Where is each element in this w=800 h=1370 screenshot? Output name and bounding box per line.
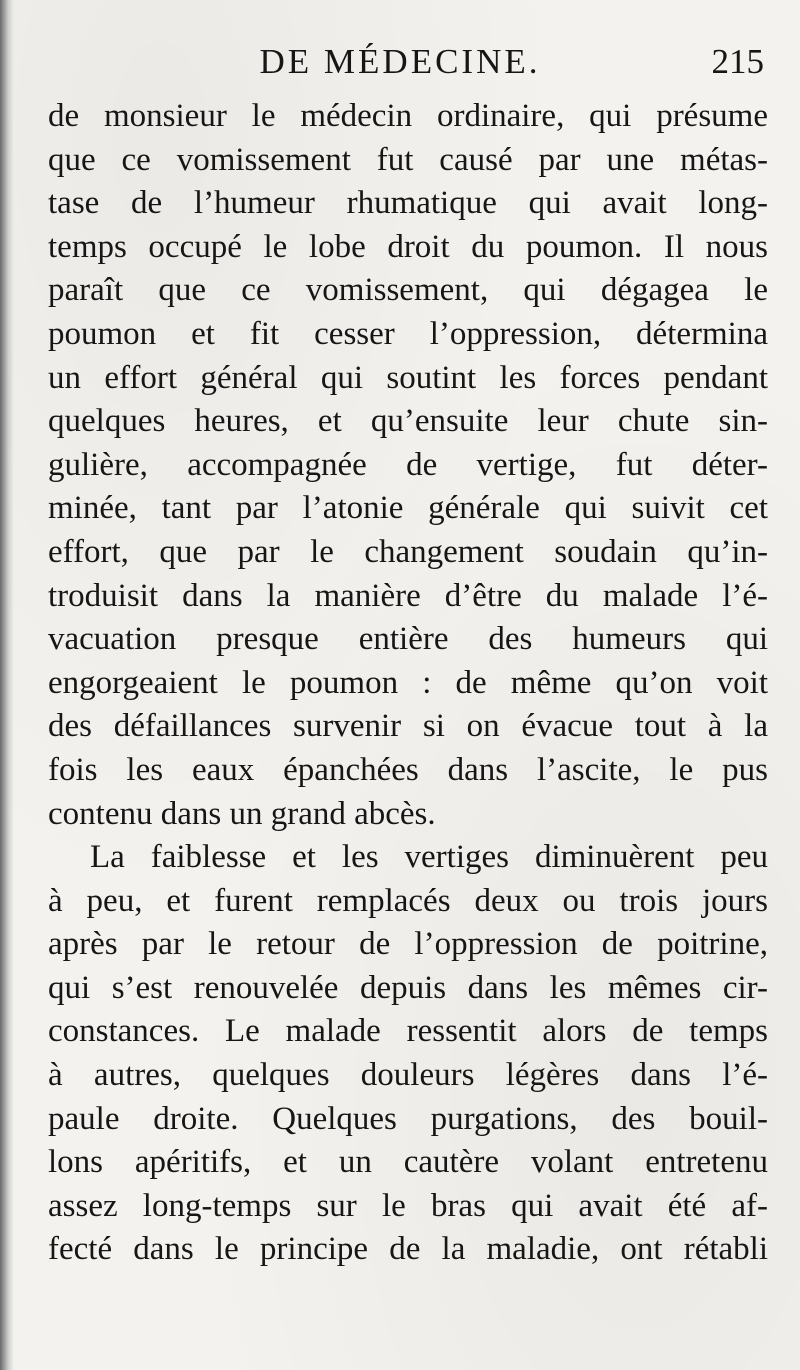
- body-text: [48, 95, 768, 1272]
- page-number: 215: [711, 42, 764, 81]
- text-line: effort, que par le changement soudain qu’in-: [48, 533, 768, 570]
- text-line: de monsieur le médecin ordinaire, qui présume: [48, 98, 768, 134]
- running-head: [0, 38, 800, 98]
- paragraph-end-line: contenu dans un grand abcès.: [48, 795, 436, 832]
- text-line: assez long-temps sur le bras qui avait été af-: [48, 1187, 768, 1224]
- text-line: fecté dans le principe de la maladie, ont rétabli: [48, 1231, 768, 1268]
- text-line: vacuation presque entière des humeurs qui: [48, 621, 768, 658]
- text-line: poumon et fit cesser l’oppression, détermina: [48, 315, 768, 352]
- text-line: paule droite. Quelques purgations, des bouil-: [48, 1100, 768, 1137]
- text-line: tase de l’humeur rhumatique qui avait long-: [48, 185, 768, 222]
- text-line: après par le retour de l’oppression de poitrine,: [48, 926, 768, 963]
- text-line: fois les eaux épanchées dans l’ascite, le pus: [48, 751, 768, 788]
- text-line: des défaillances survenir si on évacue tout à la: [48, 708, 768, 745]
- text-line: minée, tant par l’atonie générale qui suivit cet: [48, 490, 768, 527]
- text-line: à autres, quelques douleurs légères dans l’é-: [48, 1057, 768, 1094]
- text-line: paraît que ce vomissement, qui dégagea le: [48, 272, 768, 309]
- page-gutter-shadow: [0, 0, 14, 1370]
- text-line: à peu, et furent remplacés deux ou trois jours: [48, 882, 768, 919]
- text-line: un effort général qui soutint les forces pendant: [48, 359, 768, 396]
- paragraph-start-line: La faiblesse et les vertiges diminuèrent peu: [90, 839, 768, 876]
- text-line: quelques heures, et qu’ensuite leur chute sin-: [48, 403, 768, 440]
- running-title: DE MÉDECINE.: [259, 42, 541, 81]
- text-line: temps occupé le lobe droit du poumon. Il nous: [48, 228, 768, 265]
- text-line: qui s’est renouvelée depuis dans les mêmes cir-: [48, 969, 768, 1006]
- text-line: constances. Le malade ressentit alors de temps: [48, 1013, 768, 1050]
- text-line: engorgeaient le poumon : de même qu’on voit: [48, 664, 768, 701]
- text-line: gulière, accompagnée de vertige, fut déter-: [48, 446, 768, 483]
- text-line: lons apéritifs, et un cautère volant entretenu: [48, 1144, 768, 1181]
- text-line: troduisit dans la manière d’être du malade l’é-: [48, 577, 768, 614]
- text-line: que ce vomissement fut causé par une métas-: [48, 141, 768, 178]
